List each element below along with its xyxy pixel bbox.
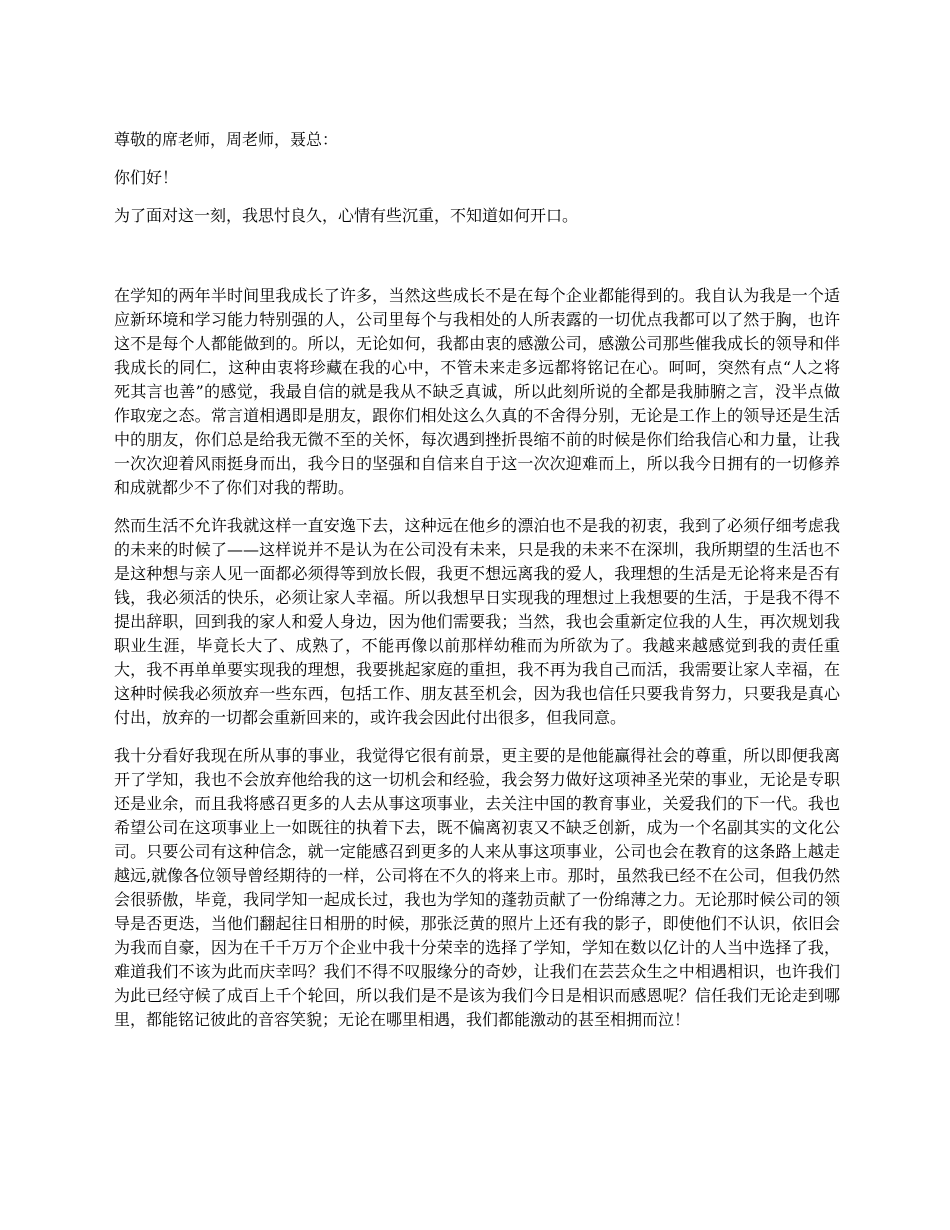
salutation: 尊敬的席老师，周老师，聂总： <box>114 130 339 149</box>
opening-line: 为了面对这一刻，我思忖良久，心情有些沉重，不知道如何开口。 <box>114 206 579 225</box>
paragraph-wishes: 我十分看好我现在所从事的事业，我觉得它很有前景，更主要的是他能赢得社会的尊重，所以即便我离开了学知，我也不会放弃他给我的这一切机会和经验，我会努力做好这项神圣光荣的事业，无论是专职还是业余，而且我将感召更多的人去从事这项事业，去关注中国的教育事业，关爱我们的下一代。我也希望公司在这项事业上一如既往的执着下去，既不偏离初衷又不缺乏创新，成为一个名副其实的文化公司。只要公司有这种信念，就一定能感召到更多的人来从事这项事业，公司也会在教育的这条路上越走越远,就像各位领导曾经期待的一样，公司将在不久的将来上市。那时，虽然我已经不在公司，但我仍然会很骄傲，毕竟，我同学知一起成长过，我也为学知的蓬勃贡献了一份绵薄之力。无论那时候公司的领导是否更迭，当他们翻起往日相册的时候，那张泛黄的照片上还有我的影子，即使他们不认识，依旧会为我而自豪，因为在千千万万个企业中我十分荣幸的选择了学知，学知在数以亿计的人当中选择了我，难道我们不该为此而庆幸吗？我们不得不叹服缘分的奇妙，让我们在芸芸众生之中相遇相识，也许我们为此已经守候了成百上千个轮回，所以我们是不是该为我们今日是相识而感恩呢？信任我们无论走到哪里，都能铭记彼此的音容笑貌；无论在哪里相遇，我们都能激动的甚至相拥而泣！ <box>114 746 840 1029</box>
greeting: 你们好！ <box>114 168 179 187</box>
paragraph-gratitude: 在学知的两年半时间里我成长了许多，当然这些成长不是在每个企业都能得到的。我自认为我是一个适应新环境和学习能力特别强的人，公司里每个与我相处的人所表露的一切优点我都可以了然于胸，也许这不是每个人都能做到的。所以，无论如何，我都由衷的感激公司，感激公司那些催我成长的领导和伴我成长的同仁，这种由衷将珍藏在我的心中，不管未来走多远都将铭记在心。呵呵，突然有点“人之将死其言也善”的感觉，我最自信的就是我从不缺乏真诚，所以此刻所说的全都是我肺腑之言，没半点做作取宠之态。常言道相遇即是朋友，跟你们相处这么久真的不舍得分别，无论是工作上的领导还是生活中的朋友，你们总是给我无微不至的关怀，每次遇到挫折畏缩不前的时候是你们给我信心和力量，让我一次次迎着风雨挺身而出，我今日的坚强和自信来自于这一次次迎难而上，所以我今日拥有的一切修养和成就都少不了你们对我的帮助。 <box>114 286 840 497</box>
letter-body <box>114 122 840 1032</box>
paragraph-reason: 然而生活不允许我就这样一直安逸下去，这种远在他乡的漂泊也不是我的初衷，我到了必须仔细考虑我的未来的时候了——这样说并不是认为在公司没有未来，只是我的未来不在深圳，我所期望的生活也不是这种想与亲人见一面都必须得等到放长假，我更不想远离我的爱人，我理想的生活是无论将来是否有钱，我必须活的快乐，必须让家人幸福。所以我想早日实现我的理想过上我想要的生活，于是我不得不提出辞职，回到我的家人和爱人身边，因为他们需要我；当然，我也会重新定位我的人生，再次规划我职业生涯，毕竟长大了、成熟了，不能再像以前那样幼稚而为所欲为了。我越来越感觉到我的责任重大，我不再单单要实现我的理想，我要挑起家庭的重担，我不再为我自己而活，我需要让家人幸福，在这种时候我必须放弃一些东西，包括工作、朋友甚至机会，因为我也信任只要我肯努力，只要我是真心付出，放弃的一切都会重新回来的，或许我会因此付出很多，但我同意。 <box>114 516 840 727</box>
